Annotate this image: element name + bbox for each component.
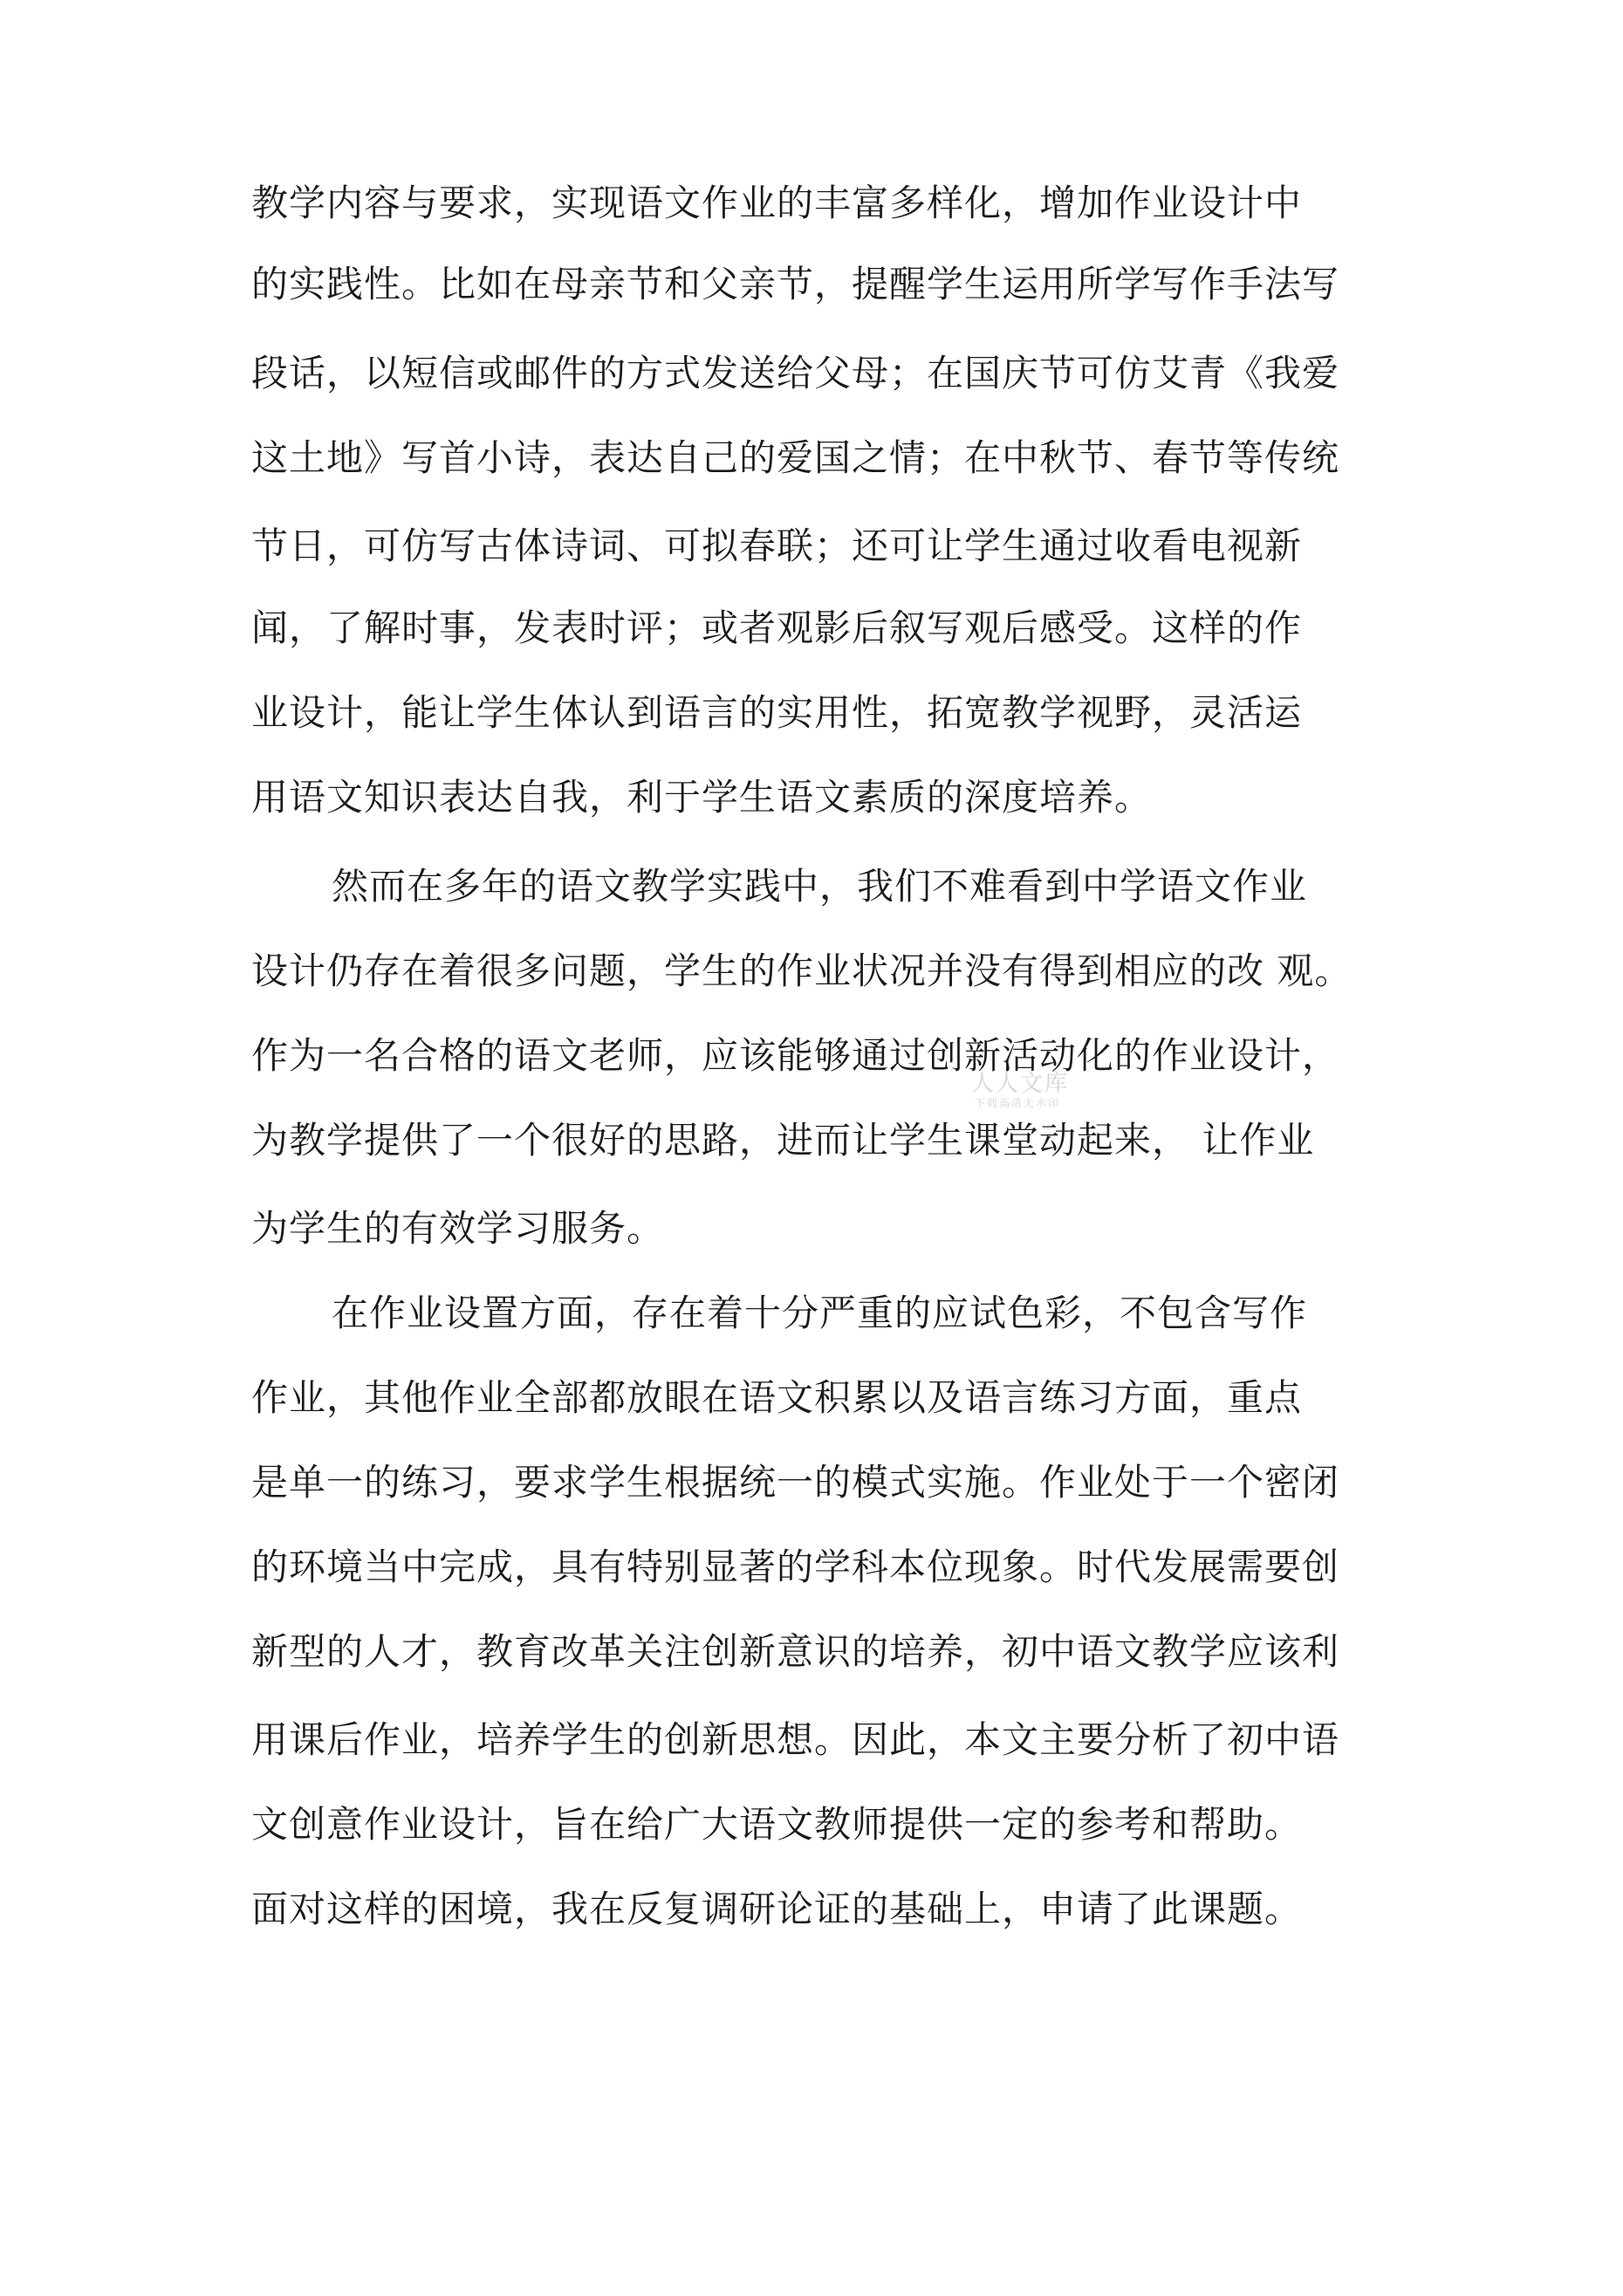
text-line: 为教学提供了一个很好的思路，进而让学生课堂动起来， 让作业 xyxy=(251,1119,1315,1162)
text-line: 是单一的练习，要求学生根据统一的模式实施。作业处于一个密闭 xyxy=(251,1461,1340,1504)
text-line: 面对这样的困境，我在反复调研论证的基础上，申请了此课题。 xyxy=(251,1888,1303,1930)
text-line: 作业，其他作业全部都放眼在语文积累以及语言练习方面，重点 xyxy=(251,1376,1303,1419)
text-line: 教学内容与要求，实现语文作业的丰富多样化，增加作业设计中 xyxy=(251,182,1303,224)
text-line-indented: 然而在多年的语文教学实践中，我们不难看到中学语文作业 xyxy=(332,865,1308,908)
watermark-title: 人人文库 xyxy=(971,1071,1070,1097)
text-line: 的环境当中完成，具有特别显著的学科本位现象。时代发展需要创 xyxy=(251,1546,1340,1588)
text-line: 闻，了解时事，发表时评；或者观影后叙写观后感受。这样的作 xyxy=(251,607,1303,649)
text-line: 设计仍存在着很多问题，学生的作业状况并没有得到相应的改 观。 xyxy=(251,949,1352,992)
text-line: 节日，可仿写古体诗词、可拟春联；还可让学生通过收看电视新 xyxy=(251,524,1303,567)
text-line: 段话，以短信或邮件的方式发送给父母；在国庆节可仿艾青《我爱 xyxy=(251,352,1340,394)
text-line: 为学生的有效学习服务。 xyxy=(251,1207,665,1250)
text-line: 业设计，能让学生体认到语言的实用性，拓宽教学视野，灵活运 xyxy=(251,691,1303,734)
watermark-logo xyxy=(964,1071,1069,1114)
watermark-subtitle: 下载高清无水印 xyxy=(975,1097,1061,1109)
text-line: 的实践性。比如在母亲节和父亲节，提醒学生运用所学写作手法写 xyxy=(251,263,1340,305)
text-line: 文创意作业设计，旨在给广大语文教师提供一定的参考和帮助。 xyxy=(251,1803,1303,1846)
text-line: 新型的人才，教育改革关注创新意识的培养，初中语文教学应该利 xyxy=(251,1630,1340,1673)
text-line: 用课后作业，培养学生的创新思想。因此，本文主要分析了初中语 xyxy=(251,1718,1340,1761)
text-line-indented: 在作业设置方面，存在着十分严重的应试色彩，不包含写作 xyxy=(332,1292,1308,1334)
text-line: 作为一名合格的语文老师，应该能够通过创新活动化的作业设计， xyxy=(251,1034,1340,1077)
text-line: 这土地》写首小诗，表达自己的爱国之情；在中秋节、春节等传统 xyxy=(251,436,1340,479)
text-line: 用语文知识表达自我，利于学生语文素质的深度培养。 xyxy=(251,776,1153,819)
